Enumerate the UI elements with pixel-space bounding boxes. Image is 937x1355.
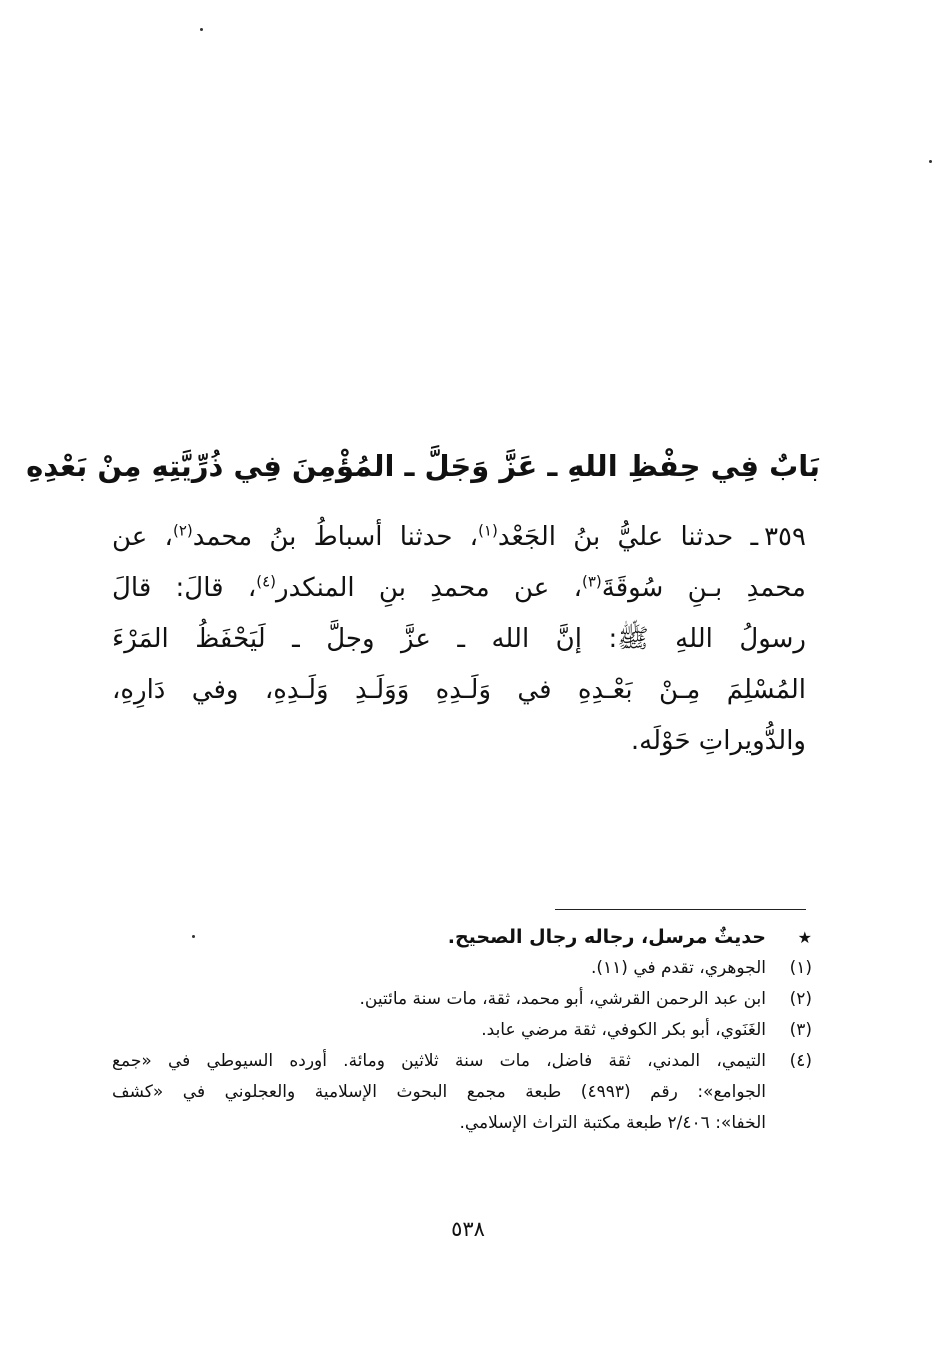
footnote-text: ابن عبد الرحمن القرشي، أبو محمد، ثقة، مات سنة مائتين. bbox=[359, 989, 766, 1009]
footnote-ref[interactable]: (٣) bbox=[581, 572, 602, 591]
chapter-heading: بَابٌ فِي حِفْظِ اللهِ ـ عَزَّ وَجَلَّ ـ المُؤْمِنَ فِي ذُرِّيَّتِهِ مِنْ بَعْدِهِ bbox=[26, 449, 820, 483]
footnote-mark: (٢) bbox=[789, 989, 812, 1009]
hadith-text-segment: ، حدثنا أسباطُ بنُ محمد bbox=[192, 522, 479, 552]
footnote-grading: حديثٌ مرسل، رجاله رجال الصحيح. bbox=[447, 926, 766, 948]
footnote-mark: (٤) bbox=[789, 1051, 812, 1071]
hadith-text-segment: محمدِ بـنِ سُوقَةَ bbox=[601, 573, 806, 603]
footnote-star bbox=[112, 922, 812, 953]
page-number: ٥٣٨ bbox=[451, 1217, 485, 1241]
footnote-mark: (١) bbox=[789, 958, 812, 978]
footnote-text: التيمي، المدني، ثقة فاضل، مات سنة ثلاثين ومائة. أورده السيوطي في «جمع bbox=[112, 1051, 766, 1071]
hadith-text bbox=[112, 512, 806, 767]
footnote-text: الجوامع»: رقم (٤٩٩٣) طبعة مجمع البحوث الإسلامية والعجلوني في «كشف bbox=[112, 1082, 766, 1102]
footnote-ref[interactable]: (٤) bbox=[256, 572, 277, 591]
hadith-number: ٣٥٩ bbox=[764, 522, 806, 552]
footnote-ref[interactable]: (١) bbox=[478, 521, 498, 540]
footnote-separator bbox=[555, 909, 806, 910]
footnote-text: الخفا»: ٢/٤٠٦ طبعة مكتبة التراث الإسلامي. bbox=[459, 1113, 766, 1133]
hadith-line-1 bbox=[112, 512, 806, 563]
footnotes bbox=[112, 922, 812, 1139]
footnote-1 bbox=[112, 953, 812, 984]
footnote-text: الجوهري، تقدم في (١١). bbox=[590, 958, 766, 978]
scan-speck bbox=[200, 28, 203, 31]
hadith-text-segment: ، عن bbox=[112, 522, 173, 552]
scan-speck bbox=[929, 160, 932, 163]
footnote-mark: (٣) bbox=[789, 1020, 812, 1040]
footnote-ref[interactable]: (٢) bbox=[172, 521, 193, 540]
hadith-line-3: رسولُ اللهِ ﷺ: إنَّ الله ـ عزَّ وجلَّ ـ لَيَحْفَظُ المَرْءَ bbox=[112, 624, 806, 654]
hadith-line-4: المُسْلِمَ مِـنْ بَعْـدِهِ في وَلَـدِهِ وَوَلَـدِ وَلَـدِهِ، وفي دَارِهِ، bbox=[112, 675, 806, 705]
footnote-text: الغَنَوي، أبو بكر الكوفي، ثقة مرضي عابد. bbox=[481, 1020, 766, 1040]
hadith-line-2 bbox=[112, 563, 806, 614]
hadith-text-segment: ، قالَ: قالَ bbox=[112, 573, 257, 603]
footnote-4 bbox=[112, 1046, 812, 1139]
footnote-2 bbox=[112, 984, 812, 1015]
footnote-3 bbox=[112, 1015, 812, 1046]
hadith-line-5: والدُّويراتِ حَوْلَه. bbox=[630, 726, 806, 756]
hadith-text-segment: ، عن محمدِ بنِ المنكدر bbox=[276, 573, 582, 603]
hadith-text-segment: ـ حدثنا عليُّ بنُ الجَعْد bbox=[497, 522, 759, 552]
star-icon: ★ bbox=[797, 928, 812, 947]
